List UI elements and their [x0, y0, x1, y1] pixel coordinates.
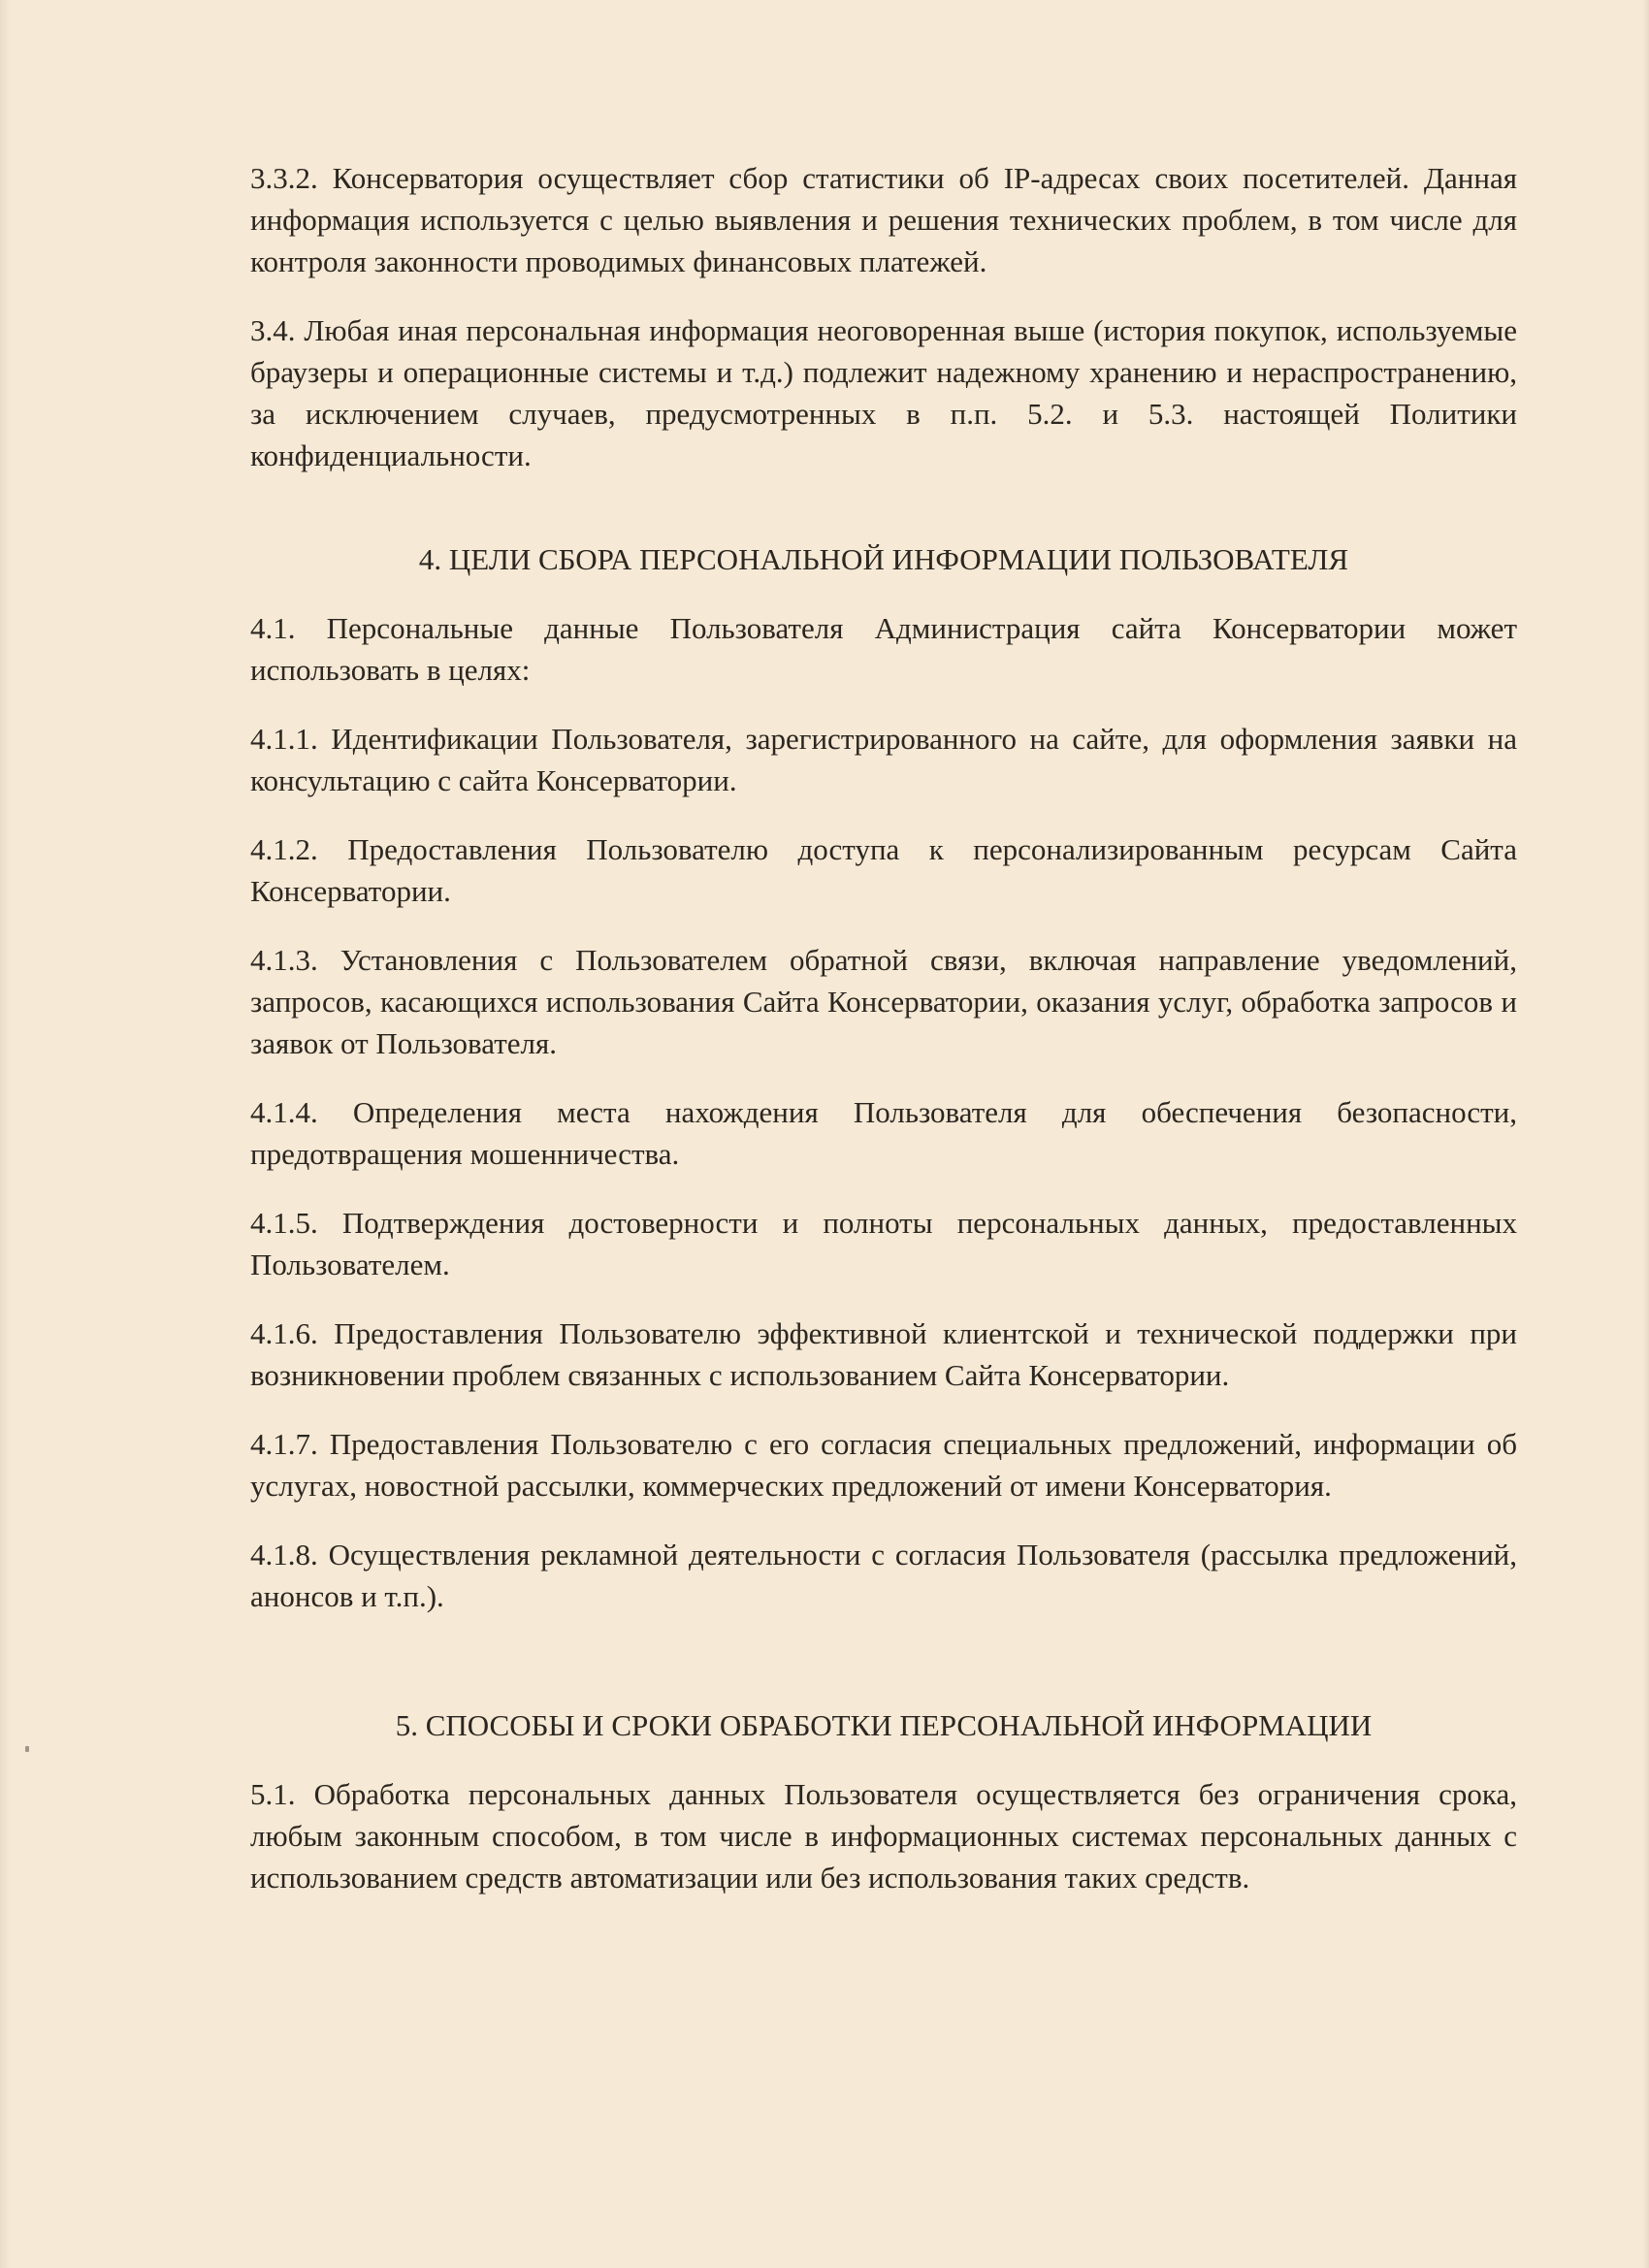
paragraph-3-4: 3.4. Любая иная персональная информация неоговоренная выше (история покупок, используемые браузеры и операционные системы и т.д.) подлежит надежному хранению и нераспространению, за исключением случаев, предусмотренных в п.п. 5.2. и 5.3. настоящей Политики конфиденциальности.: [250, 313, 1517, 472]
paragraph-4-1-6: 4.1.6. Предоставления Пользователю эффективной клиентской и технической поддержки при возникновении проблем связанных с использованием Сайта Консерватории.: [250, 1316, 1517, 1392]
section-heading-5: 5. СПОСОБЫ И СРОКИ ОБРАБОТКИ ПЕРСОНАЛЬНОЙ ИНФОРМАЦИИ: [395, 1708, 1373, 1742]
document-body: [250, 157, 1517, 1926]
scan-speck: [25, 1746, 29, 1752]
paragraph-5-1: 5.1. Обработка персональных данных Пользователя осуществляется без ограничения срока, любым законным способом, в том числе в информационных системах персональных данных с использованием средств автоматизации или без использования таких средств.: [250, 1777, 1517, 1895]
paragraph-3-3-2: 3.3.2. Консерватория осуществляет сбор статистики об IP-адресах своих посетителей. Данная информация используется с целью выявления и решения технических проблем, в том числе для контроля законности проводимых финансовых платежей.: [250, 161, 1517, 278]
scan-shadow-left: [0, 0, 10, 2268]
paragraph-4-1-2: 4.1.2. Предоставления Пользователю доступа к персонализированным ресурсам Сайта Консерватории.: [250, 832, 1517, 908]
paragraph-4-1-3: 4.1.3. Установления с Пользователем обратной связи, включая направление уведомлений, запросов, касающихся использования Сайта Консерватории, оказания услуг, обработка запросов и заявок от Пользователя.: [250, 943, 1517, 1060]
scan-shadow-right: [1643, 0, 1649, 2268]
paragraph-4-1-5: 4.1.5. Подтверждения достоверности и полноты персональных данных, предоставленных Пользователем.: [250, 1206, 1517, 1281]
paragraph-4-1-4: 4.1.4. Определения места нахождения Пользователя для обеспечения безопасности, предотвращения мошенничества.: [250, 1095, 1517, 1171]
paragraph-4-1-1: 4.1.1. Идентификации Пользователя, зарегистрированного на сайте, для оформления заявки на консультацию с сайта Консерватории.: [250, 722, 1517, 797]
paragraph-4-1: 4.1. Персональные данные Пользователя Администрация сайта Консерватории может использовать в целях:: [250, 611, 1517, 687]
paragraph-4-1-8: 4.1.8. Осуществления рекламной деятельности с согласия Пользователя (рассылка предложений, анонсов и т.п.).: [250, 1538, 1517, 1613]
paragraph-4-1-7: 4.1.7. Предоставления Пользователю с его согласия специальных предложений, информации об услугах, новостной рассылки, коммерческих предложений от имени Консерватория.: [250, 1427, 1517, 1503]
section-heading-4: 4. ЦЕЛИ СБОРА ПЕРСОНАЛЬНОЙ ИНФОРМАЦИИ ПОЛЬЗОВАТЕЛЯ: [418, 542, 1349, 576]
